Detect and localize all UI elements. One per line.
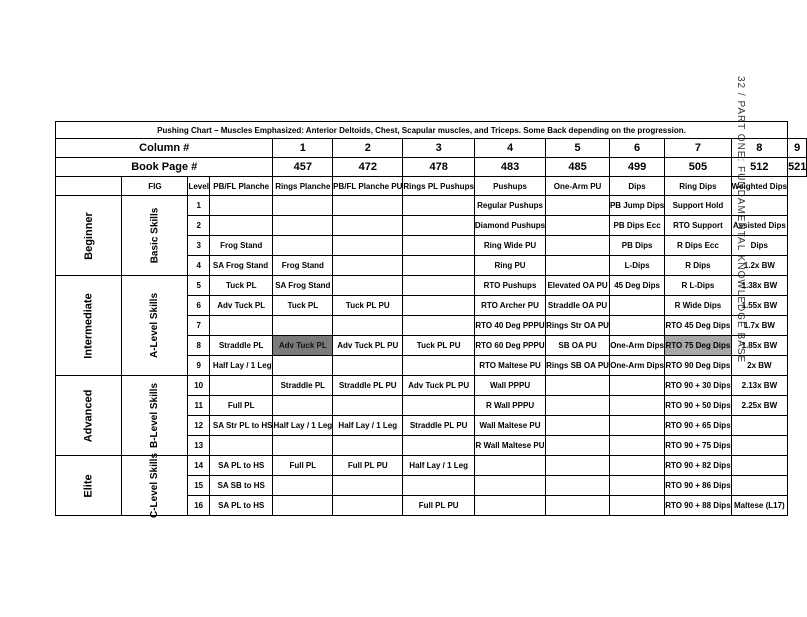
table-row bbox=[56, 196, 807, 216]
progression-cell bbox=[546, 456, 610, 476]
progression-cell: RTO 90 + 82 Dips bbox=[665, 456, 731, 476]
progression-cell: One-Arm Dips bbox=[609, 356, 664, 376]
progression-cell bbox=[546, 416, 610, 436]
progression-cell bbox=[333, 316, 403, 336]
progression-cell bbox=[333, 436, 403, 456]
progression-cell: Regular Pushups bbox=[474, 196, 545, 216]
progression-cell: 2.13x BW bbox=[731, 376, 787, 396]
progression-cell: 2x BW bbox=[731, 356, 787, 376]
progression-cell: Half Lay / 1 Leg bbox=[403, 456, 475, 476]
column-number-cell: 5 bbox=[546, 139, 610, 158]
progression-cell bbox=[209, 316, 273, 336]
progression-cell bbox=[546, 476, 610, 496]
progression-cell: One-Arm Dips bbox=[609, 336, 664, 356]
progression-cell bbox=[546, 376, 610, 396]
progression-cell bbox=[474, 456, 545, 476]
progression-cell: Tuck PL bbox=[273, 296, 333, 316]
level-cell: 8 bbox=[188, 336, 209, 356]
progression-cell bbox=[273, 496, 333, 516]
level-cell: 11 bbox=[188, 396, 209, 416]
progression-cell bbox=[731, 196, 787, 216]
column-name-cell: Weighted Dips bbox=[731, 177, 787, 196]
progression-cell bbox=[273, 476, 333, 496]
progression-cell bbox=[474, 496, 545, 516]
skill-group-label-text: Basic Skills bbox=[149, 207, 161, 264]
progression-cell bbox=[546, 496, 610, 516]
progression-cell bbox=[403, 316, 475, 336]
blank-header-cell bbox=[56, 177, 122, 196]
progression-cell: Tuck PL bbox=[209, 276, 273, 296]
skill-group-label bbox=[122, 376, 188, 456]
progression-cell: PB Dips Ecc bbox=[609, 216, 664, 236]
table-row bbox=[56, 376, 807, 396]
progression-cell bbox=[333, 496, 403, 516]
progression-cell: Tuck PL PU bbox=[403, 336, 475, 356]
progression-cell: Full PL PU bbox=[333, 456, 403, 476]
book-page-cell: 521 bbox=[788, 158, 807, 177]
progression-cell: 2.25x BW bbox=[731, 396, 787, 416]
book-page-cell: 505 bbox=[665, 158, 731, 177]
progression-cell bbox=[609, 416, 664, 436]
progression-cell bbox=[403, 216, 475, 236]
level-cell: 5 bbox=[188, 276, 209, 296]
column-number-label: Column # bbox=[56, 139, 273, 158]
progression-cell: Maltese (L17) bbox=[731, 496, 787, 516]
progression-cell: R Wall Maltese PU bbox=[474, 436, 545, 456]
pushing-chart-table bbox=[55, 121, 807, 519]
book-page-cell: 485 bbox=[546, 158, 610, 177]
progression-cell bbox=[333, 396, 403, 416]
progression-cell: 45 Deg Dips bbox=[609, 276, 664, 296]
column-number-cell: 6 bbox=[609, 139, 664, 158]
skill-group-label-text: C-Level Skills bbox=[149, 452, 161, 519]
progression-cell: Straddle PL bbox=[209, 336, 273, 356]
progression-cell: Wall Maltese PU bbox=[474, 416, 545, 436]
progression-cell bbox=[333, 476, 403, 496]
progression-cell: RTO 60 Deg PPPU bbox=[474, 336, 545, 356]
progression-cell bbox=[333, 216, 403, 236]
progression-cell: Full PL PU bbox=[403, 496, 475, 516]
progression-cell bbox=[403, 476, 475, 496]
level-cell: 9 bbox=[188, 356, 209, 376]
progression-cell: SA SB to HS bbox=[209, 476, 273, 496]
progression-cell bbox=[731, 476, 787, 496]
progression-cell: Tuck PL PU bbox=[333, 296, 403, 316]
level-cell: 2 bbox=[188, 216, 209, 236]
level-cell: 4 bbox=[188, 256, 209, 276]
progression-cell: Diamond Pushups bbox=[474, 216, 545, 236]
level-cell: 16 bbox=[188, 496, 209, 516]
tier-label-text: Intermediate bbox=[82, 292, 95, 359]
column-number-cell: 2 bbox=[333, 139, 403, 158]
progression-cell bbox=[609, 436, 664, 456]
progression-cell: 1.85x BW bbox=[731, 336, 787, 356]
progression-cell: Elevated OA PU bbox=[546, 276, 610, 296]
table-row bbox=[56, 456, 807, 476]
progression-cell bbox=[403, 436, 475, 456]
progression-cell: Adv Tuck PL bbox=[209, 296, 273, 316]
progression-cell bbox=[546, 396, 610, 416]
progression-cell bbox=[546, 216, 610, 236]
progression-cell bbox=[403, 196, 475, 216]
book-page-cell: 499 bbox=[609, 158, 664, 177]
progression-cell: R L-Dips bbox=[665, 276, 731, 296]
tier-label bbox=[56, 456, 122, 516]
column-name-cell: One-Arm PU bbox=[546, 177, 610, 196]
book-page-cell: 472 bbox=[333, 158, 403, 177]
progression-cell: Straddle PL PU bbox=[333, 376, 403, 396]
page-header-text: 32 / PART ONE: FUNDAMENTAL KNOWLEDGE BASE bbox=[735, 76, 746, 364]
level-cell: 10 bbox=[188, 376, 209, 396]
column-name-cell: Pushups bbox=[474, 177, 545, 196]
progression-cell bbox=[609, 316, 664, 336]
tier-label-text: Beginner bbox=[82, 211, 95, 260]
progression-cell bbox=[546, 236, 610, 256]
progression-cell: RTO 90 + 65 Dips bbox=[665, 416, 731, 436]
progression-cell bbox=[609, 456, 664, 476]
progression-cell: R Dips bbox=[665, 256, 731, 276]
tier-label-text: Advanced bbox=[82, 389, 95, 442]
progression-cell: Half Lay / 1 Leg bbox=[209, 356, 273, 376]
progression-cell: RTO Maltese PU bbox=[474, 356, 545, 376]
progression-cell bbox=[209, 216, 273, 236]
progression-cell: RTO Support bbox=[665, 216, 731, 236]
column-number-cell: 1 bbox=[273, 139, 333, 158]
progression-cell bbox=[273, 216, 333, 236]
progression-cell: Ring PU bbox=[474, 256, 545, 276]
progression-cell: RTO 90 + 75 Dips bbox=[665, 436, 731, 456]
progression-cell: Dips bbox=[731, 236, 787, 256]
progression-cell bbox=[403, 296, 475, 316]
progression-cell bbox=[273, 236, 333, 256]
progression-cell bbox=[403, 276, 475, 296]
level-cell: 1 bbox=[188, 196, 209, 216]
column-number-cell: 9 bbox=[788, 139, 807, 158]
progression-cell: RTO Archer PU bbox=[474, 296, 545, 316]
progression-cell: SA Frog Stand bbox=[273, 276, 333, 296]
progression-cell: Half Lay / 1 Leg bbox=[273, 416, 333, 436]
progression-cell bbox=[333, 276, 403, 296]
progression-cell bbox=[209, 436, 273, 456]
level-cell: 3 bbox=[188, 236, 209, 256]
progression-cell: 1.2x BW bbox=[731, 256, 787, 276]
table-row bbox=[56, 276, 807, 296]
progression-cell: R Wall PPPU bbox=[474, 396, 545, 416]
progression-cell bbox=[273, 356, 333, 376]
progression-cell: Frog Stand bbox=[209, 236, 273, 256]
progression-cell: 1.38x BW bbox=[731, 276, 787, 296]
progression-cell bbox=[609, 476, 664, 496]
progression-cell bbox=[333, 236, 403, 256]
progression-cell: RTO 40 Deg PPPU bbox=[474, 316, 545, 336]
skill-group-label bbox=[122, 196, 188, 276]
column-number-cell: 4 bbox=[474, 139, 545, 158]
progression-cell: Frog Stand bbox=[273, 256, 333, 276]
book-page-label: Book Page # bbox=[56, 158, 273, 177]
progression-cell: RTO 90 + 30 Dips bbox=[665, 376, 731, 396]
progression-cell: Ring Wide PU bbox=[474, 236, 545, 256]
progression-cell: SA PL to HS bbox=[209, 496, 273, 516]
progression-cell bbox=[609, 376, 664, 396]
progression-cell: Adv Tuck PL PU bbox=[333, 336, 403, 356]
progression-cell bbox=[273, 396, 333, 416]
progression-cell bbox=[273, 316, 333, 336]
progression-cell bbox=[546, 436, 610, 456]
level-cell: 13 bbox=[188, 436, 209, 456]
progression-cell: SA Frog Stand bbox=[209, 256, 273, 276]
progression-cell bbox=[731, 416, 787, 436]
progression-cell bbox=[403, 396, 475, 416]
column-name-cell: PB/FL Planche bbox=[209, 177, 273, 196]
column-name-cell: Dips bbox=[609, 177, 664, 196]
tier-label-text: Elite bbox=[82, 473, 95, 498]
column-name-cell: Rings PL Pushups bbox=[403, 177, 475, 196]
column-number-cell: 3 bbox=[403, 139, 475, 158]
tier-label bbox=[56, 376, 122, 456]
book-page-cell: 483 bbox=[474, 158, 545, 177]
progression-cell: RTO 90 + 86 Dips bbox=[665, 476, 731, 496]
skill-group-label-text: A-Level Skills bbox=[149, 292, 161, 359]
skill-group-label bbox=[122, 452, 188, 519]
progression-cell: RTO 90 Deg Dips bbox=[665, 356, 731, 376]
progression-cell bbox=[731, 436, 787, 456]
column-number-cell: 8 bbox=[731, 139, 787, 158]
progression-cell: SA Str PL to HS bbox=[209, 416, 273, 436]
progression-cell: Adv Tuck PL PU bbox=[403, 376, 475, 396]
progression-cell: RTO 45 Deg Dips bbox=[665, 316, 731, 336]
progression-cell bbox=[209, 376, 273, 396]
progression-cell bbox=[333, 356, 403, 376]
progression-cell bbox=[731, 456, 787, 476]
progression-cell: R Wide Dips bbox=[665, 296, 731, 316]
progression-cell: R Dips Ecc bbox=[665, 236, 731, 256]
column-name-cell: Rings Planche bbox=[273, 177, 333, 196]
column-name-cell: Ring Dips bbox=[665, 177, 731, 196]
progression-cell: Full PL bbox=[273, 456, 333, 476]
progression-cell: Straddle PL PU bbox=[403, 416, 475, 436]
skill-group-label-text: B-Level Skills bbox=[149, 382, 161, 449]
progression-cell: Straddle OA PU bbox=[546, 296, 610, 316]
progression-cell bbox=[209, 196, 273, 216]
progression-cell: PB Dips bbox=[609, 236, 664, 256]
progression-cell: RTO Pushups bbox=[474, 276, 545, 296]
progression-cell: 1.7x BW bbox=[731, 316, 787, 336]
progression-cell: RTO 90 + 88 Dips bbox=[665, 496, 731, 516]
progression-cell: Half Lay / 1 Leg bbox=[333, 416, 403, 436]
level-cell: 15 bbox=[188, 476, 209, 496]
level-cell: 12 bbox=[188, 416, 209, 436]
progression-cell bbox=[403, 356, 475, 376]
progression-cell bbox=[474, 476, 545, 496]
progression-cell: L-Dips bbox=[609, 256, 664, 276]
tier-label bbox=[56, 276, 122, 376]
progression-cell: RTO 90 + 50 Dips bbox=[665, 396, 731, 416]
progression-cell bbox=[333, 196, 403, 216]
progression-cell: Support Hold bbox=[665, 196, 731, 216]
column-number-cell: 7 bbox=[665, 139, 731, 158]
level-cell: 7 bbox=[188, 316, 209, 336]
progression-cell: SB OA PU bbox=[546, 336, 610, 356]
progression-cell: Wall PPPU bbox=[474, 376, 545, 396]
progression-cell: 1.55x BW bbox=[731, 296, 787, 316]
book-page-cell: 512 bbox=[731, 158, 787, 177]
progression-cell bbox=[273, 436, 333, 456]
progression-cell: Assisted Dips bbox=[731, 216, 787, 236]
progression-cell bbox=[546, 196, 610, 216]
progression-cell: Straddle PL bbox=[273, 376, 333, 396]
level-cell: 14 bbox=[188, 456, 209, 476]
progression-cell bbox=[333, 256, 403, 276]
chart-title: Pushing Chart – Muscles Emphasized: Anterior Deltoids, Chest, Scapular muscles, and Triceps. Some Back depending on the progression. bbox=[56, 122, 788, 139]
progression-cell: SA PL to HS bbox=[209, 456, 273, 476]
progression-cell bbox=[609, 296, 664, 316]
progression-cell bbox=[546, 256, 610, 276]
progression-cell: Full PL bbox=[209, 396, 273, 416]
book-page-cell: 478 bbox=[403, 158, 475, 177]
progression-cell bbox=[609, 496, 664, 516]
book-page-cell: 457 bbox=[273, 158, 333, 177]
progression-cell: Rings SB OA PU bbox=[546, 356, 610, 376]
column-name-cell: PB/FL Planche PU bbox=[333, 177, 403, 196]
progression-cell bbox=[609, 396, 664, 416]
level-label: Level bbox=[188, 177, 209, 196]
progression-cell bbox=[273, 196, 333, 216]
progression-cell: PB Jump Dips bbox=[609, 196, 664, 216]
tier-label bbox=[56, 196, 122, 276]
progression-cell: Adv Tuck PL bbox=[273, 336, 333, 356]
level-cell: 6 bbox=[188, 296, 209, 316]
skill-group-label bbox=[122, 276, 188, 376]
progression-cell: Rings Str OA PU bbox=[546, 316, 610, 336]
progression-cell bbox=[403, 236, 475, 256]
progression-cell: RTO 75 Deg Dips bbox=[665, 336, 731, 356]
fig-label: FIG bbox=[122, 177, 188, 196]
progression-cell bbox=[403, 256, 475, 276]
